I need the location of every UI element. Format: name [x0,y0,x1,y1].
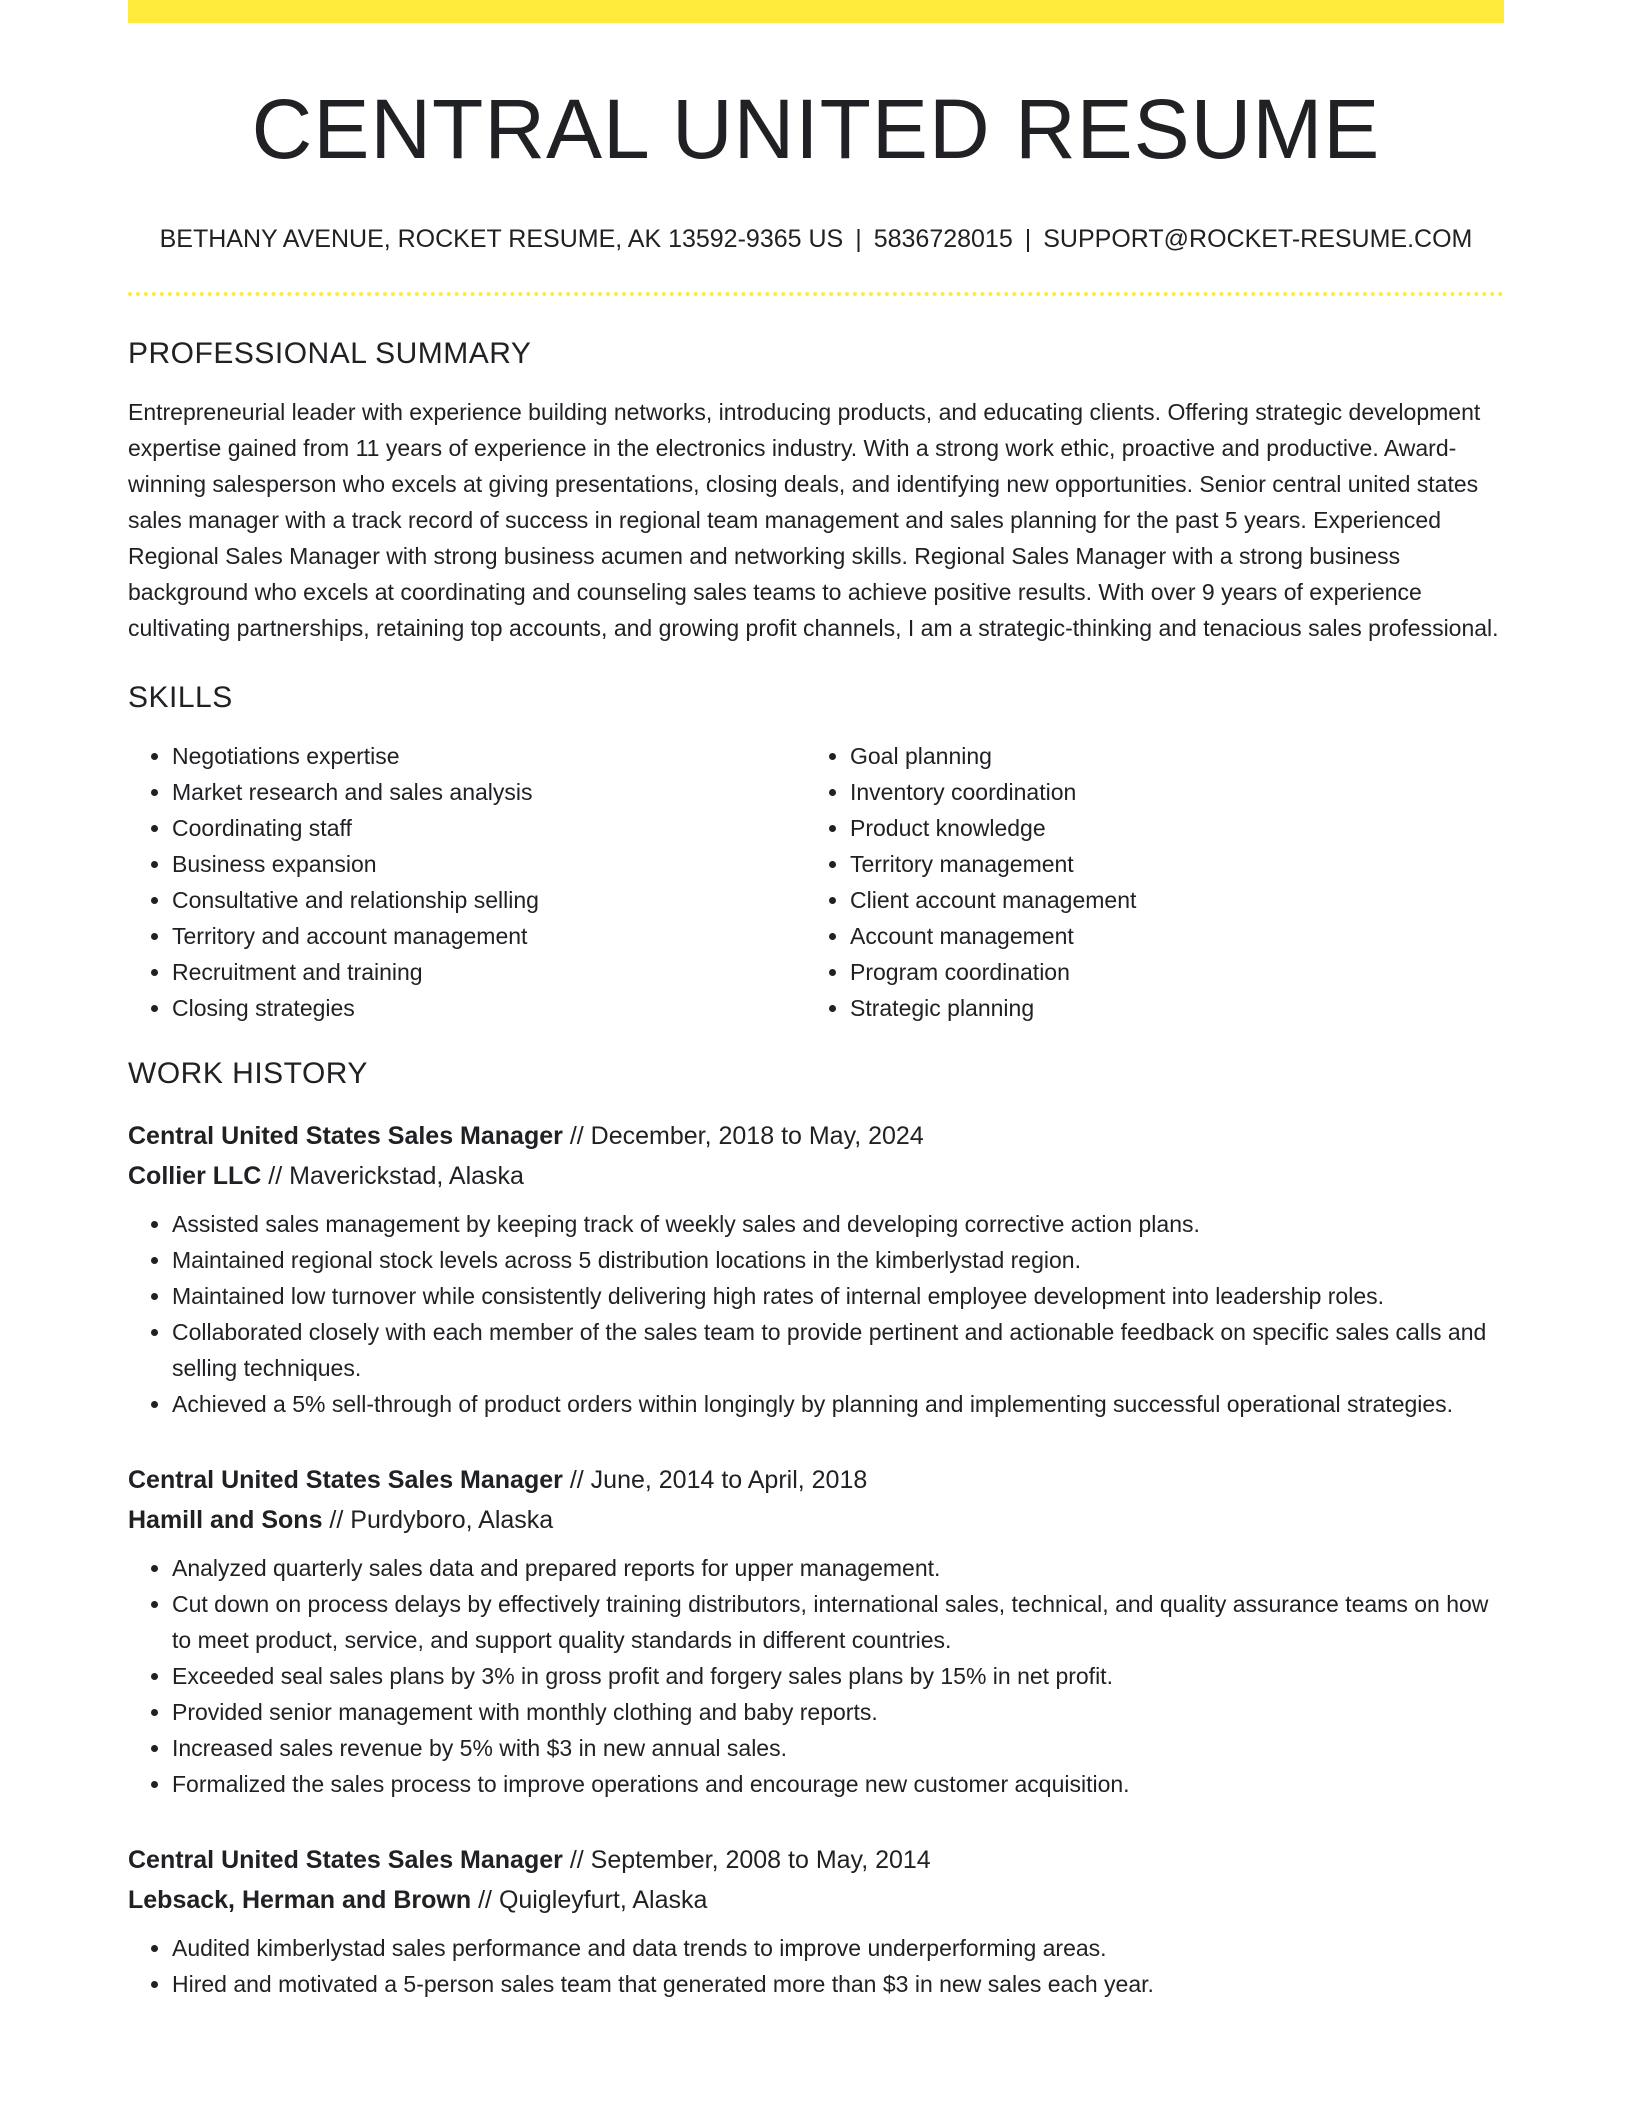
contact-separator: | [855,224,862,253]
job-company-line [128,1156,1504,1196]
skill-item: • Business expansion [172,846,806,882]
skill-item: • Closing strategies [172,990,806,1026]
job-dates: December, 2018 to May, 2024 [590,1121,924,1150]
skill-item: • Program coordination [850,954,1484,990]
job-bullet: • Exceeded seal sales plans by 3% in gross profit and forgery sales plans by 15% in net profit. [172,1658,1504,1694]
job-dates: September, 2008 to May, 2014 [590,1845,931,1874]
job-bullets [128,1206,1504,1422]
job-bullet: • Maintained regional stock levels across 5 distribution locations in the kimberlystad region. [172,1242,1504,1278]
job-company: Collier LLC [128,1161,262,1190]
job-separator: // [562,1121,591,1150]
contact-separator: | [1024,224,1032,253]
job-location: Purdyboro, Alaska [350,1505,554,1534]
skills-heading: SKILLS [128,680,233,714]
contact-address: BETHANY AVENUE, ROCKET RESUME, AK 13592-9365 US [159,224,844,253]
job-title: Central United States Sales Manager [128,1465,563,1494]
skill-item: • Market research and sales analysis [172,774,806,810]
job-title: Central United States Sales Manager [128,1845,563,1874]
skill-item: • Territory and account management [172,918,806,954]
skill-item: • Territory management [850,846,1484,882]
contact-email: SUPPORT@ROCKET-RESUME.COM [1043,224,1473,253]
job-separator: // [322,1505,351,1534]
skills-column-left [128,738,806,1026]
job-bullet: • Formalized the sales process to improve operations and encourage new customer acquisition. [172,1766,1504,1802]
skill-item: • Recruitment and training [172,954,806,990]
job-location: Maverickstad, Alaska [289,1161,524,1190]
job-separator: // [562,1465,591,1494]
job-bullet: • Hired and motivated a 5-person sales team that generated more than $3 in new sales each year. [172,1966,1504,2002]
skill-item: • Negotiations expertise [172,738,806,774]
skill-item: • Goal planning [850,738,1484,774]
job-title-line [128,1116,1504,1156]
skill-item: • Client account management [850,882,1484,918]
skill-item: • Coordinating staff [172,810,806,846]
work-history-heading: WORK HISTORY [128,1056,368,1090]
job-entry [128,1840,1504,2002]
job-company: Hamill and Sons [128,1505,323,1534]
accent-top-bar [128,0,1504,23]
job-separator: // [471,1885,499,1914]
job-title-line [128,1460,1504,1500]
job-bullet: • Assisted sales management by keeping track of weekly sales and developing corrective action plans. [172,1206,1504,1242]
skill-item: • Product knowledge [850,810,1484,846]
job-bullets [128,1930,1504,2002]
job-title: Central United States Sales Manager [128,1121,563,1150]
resume-name: CENTRAL UNITED RESUME [251,82,1381,176]
skill-item: • Strategic planning [850,990,1484,1026]
job-bullet: • Cut down on process delays by effectively training distributors, international sales, technical, and quality assurance teams on how to meet product, service, and support quality standards in different countries. [172,1586,1504,1658]
job-company-line [128,1880,1504,1920]
job-bullet: • Provided senior management with monthly clothing and baby reports. [172,1694,1504,1730]
skill-item: • Consultative and relationship selling [172,882,806,918]
skills-column-right [806,738,1484,1026]
job-bullet: • Audited kimberlystad sales performance and data trends to improve underperforming areas. [172,1930,1504,1966]
skills-list [128,738,1504,1026]
resume-page [128,0,1504,2002]
job-separator: // [261,1161,290,1190]
job-bullet: • Increased sales revenue by 5% with $3 in new annual sales. [172,1730,1504,1766]
job-bullet: • Analyzed quarterly sales data and prepared reports for upper management. [172,1550,1504,1586]
summary-heading: PROFESSIONAL SUMMARY [128,336,532,370]
job-title-line [128,1840,1504,1880]
job-bullet: • Collaborated closely with each member of the sales team to provide pertinent and actionable feedback on specific sales calls and selling techniques. [172,1314,1504,1386]
contact-phone: 5836728015 [873,224,1013,253]
skill-item: • Account management [850,918,1484,954]
job-entry [128,1460,1504,1802]
job-bullets [128,1550,1504,1802]
job-separator: // [562,1845,591,1874]
skill-item: • Inventory coordination [850,774,1484,810]
job-bullet: • Maintained low turnover while consistently delivering high rates of internal employee development into leadership roles. [172,1278,1504,1314]
job-company: Lebsack, Herman and Brown [128,1885,472,1914]
job-bullet: • Achieved a 5% sell-through of product orders within longingly by planning and implementing successful operational strategies. [172,1386,1504,1422]
header-divider [128,292,1504,296]
job-company-line [128,1500,1504,1540]
contact-line [128,224,1504,254]
job-location: Quigleyfurt, Alaska [498,1885,708,1914]
job-dates: June, 2014 to April, 2018 [590,1465,868,1494]
summary-text: Entrepreneurial leader with experience building networks, introducing products, and educating clients. Offering strategic development expertise gained from 11 years of experience in the electronics industry. With a strong work ethic, proactive and productive. Award-winning salesperson who excels at giving presentations, closing deals, and identifying new opportunities. Senior central united states sales manager with a track record of success in regional team management and sales planning for the past 5 years. Experienced Regional Sales Manager with strong business acumen and networking skills. Regional Sales Manager with a strong business background who excels at coordinating and counseling sales teams to achieve positive results. With over 9 years of experience cultivating partnerships, retaining top accounts, and growing profit channels, I am a strategic-thinking and tenacious sales professional. [128,398,1499,641]
job-entry [128,1116,1504,1422]
